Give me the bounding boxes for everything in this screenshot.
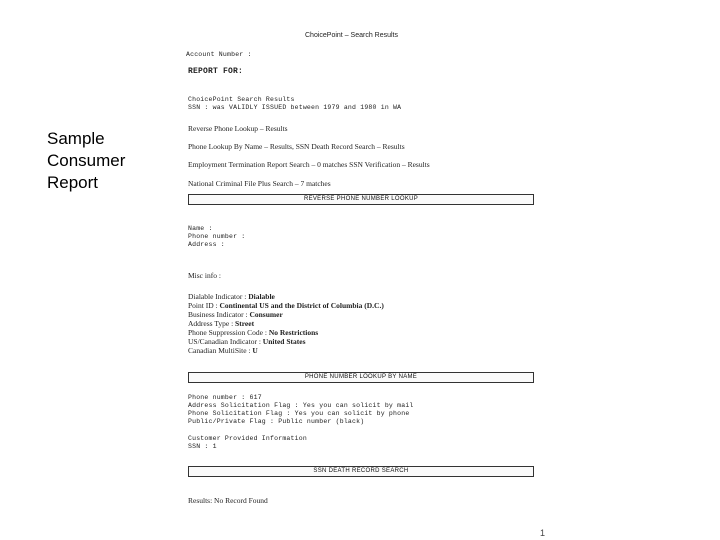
report-for-heading: REPORT FOR: [188, 67, 244, 76]
slide-title-line: Sample [47, 129, 105, 148]
search-summary-line: ChoicePoint Search Results [188, 96, 295, 103]
misc-info-row: Phone Suppression Code : No Restrictions [188, 328, 319, 337]
scanned-report-page [180, 20, 535, 525]
slide-title-line: Report [47, 173, 99, 192]
reverse-field: Phone number : [188, 233, 246, 240]
misc-info-row: Business Indicator : Consumer [188, 310, 283, 319]
phone-name-field: Public/Private Flag : Public number (black) [188, 418, 365, 425]
misc-info-row: Canadian MultiSite : U [188, 346, 258, 355]
section-header-ssn-death [188, 466, 534, 477]
report-header: ChoicePoint – Search Results [305, 32, 398, 39]
search-summary-line: SSN : was VALIDLY ISSUED between 1979 and 1980 in WA [188, 104, 402, 111]
misc-info-heading: Misc info : [188, 271, 221, 280]
results-line: Results: No Record Found [188, 496, 268, 505]
customer-info-heading: Customer Provided Information [188, 435, 307, 442]
phone-name-field: Address Solicitation Flag : Yes you can solicit by mail [188, 402, 414, 409]
misc-info-row: Dialable Indicator : Dialable [188, 292, 275, 301]
phone-name-field: Phone Solicitation Flag : Yes you can solicit by phone [188, 410, 410, 417]
section-header-reverse-phone [188, 194, 534, 205]
section-header-phone-by-name [188, 372, 534, 383]
reverse-field: Name : [188, 225, 213, 232]
account-line: Account Number : [186, 51, 252, 58]
misc-info-row: Address Type : Street [188, 319, 255, 328]
misc-info-row: US/Canadian Indicator : United States [188, 337, 306, 346]
search-result-line: Reverse Phone Lookup – Results [188, 124, 288, 133]
search-result-line: Phone Lookup By Name – Results, SSN Death Record Search – Results [188, 142, 405, 151]
slide-title-line: Consumer [47, 151, 126, 170]
misc-info-row: Point ID : Continental US and the District of Columbia (D.C.) [188, 301, 384, 310]
customer-ssn: SSN : 1 [188, 443, 217, 450]
reverse-field: Address : [188, 241, 225, 248]
phone-name-field: Phone number : 617 [188, 394, 262, 401]
section-header-label: SSN DEATH RECORD SEARCH [313, 468, 409, 474]
section-header-label: REVERSE PHONE NUMBER LOOKUP [303, 196, 419, 202]
page-number: 1 [540, 528, 546, 538]
slide-title [47, 128, 167, 194]
search-result-line: National Criminal File Plus Search – 7 matches [188, 179, 331, 188]
section-header-label: PHONE NUMBER LOOKUP BY NAME [304, 374, 418, 380]
search-result-line: Employment Termination Report Search – 0 matches SSN Verification – Results [188, 160, 430, 169]
